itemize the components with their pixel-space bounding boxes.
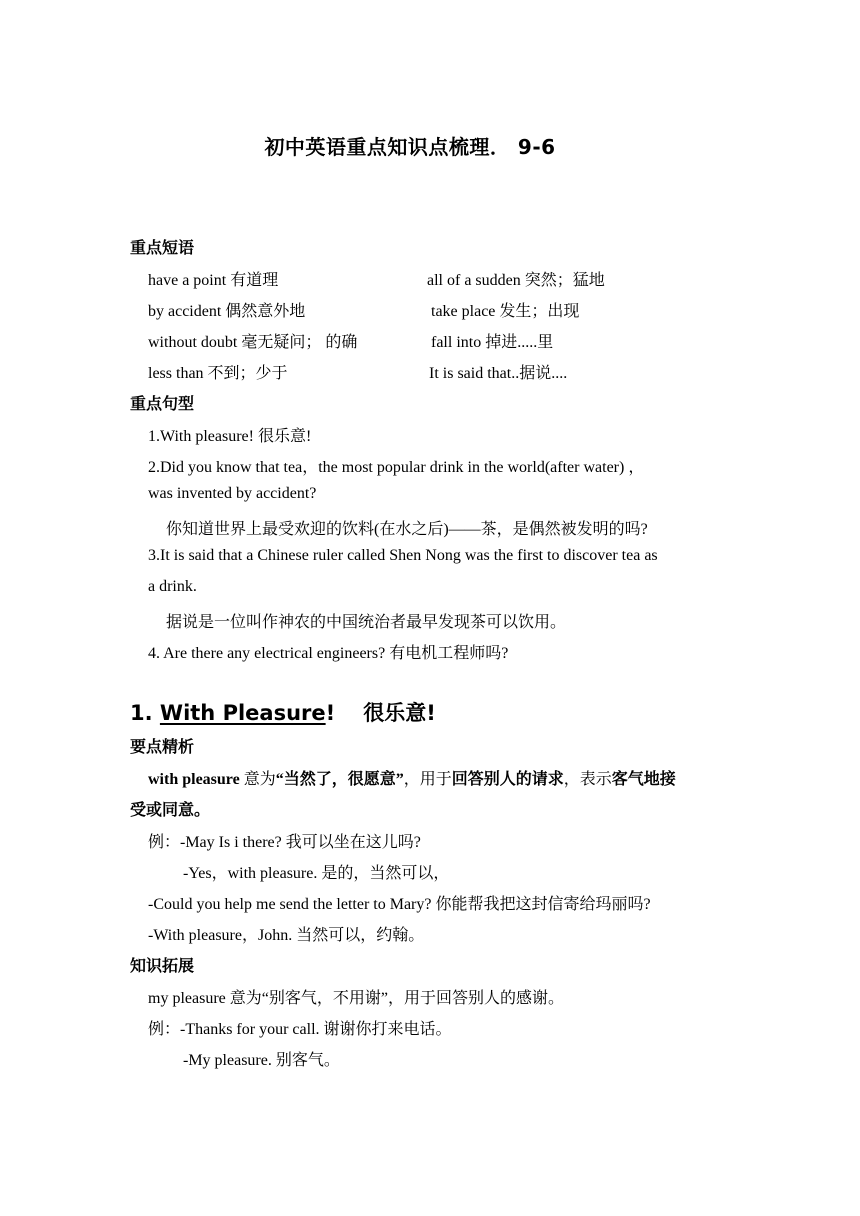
- analysis-paragraph-cont: [130, 797, 210, 820]
- sentence-3-translation: 据说是一位叫作神农的中国统治者最早发现茶可以饮用。: [166, 614, 567, 631]
- sentence-1: 1.With pleasure! 很乐意!: [148, 428, 312, 445]
- phrase-item: have a point 有道理: [148, 272, 279, 289]
- section-bang: !: [325, 701, 336, 725]
- text: 意为: [239, 771, 276, 788]
- sentence-2-cont: was invented by accident?: [148, 485, 317, 502]
- example-line: 例：-May Is i there? 我可以坐在这儿吗?: [148, 834, 421, 851]
- emphasis: 回答别人的请求: [451, 771, 564, 788]
- example-line: -My pleasure. 别客气。: [183, 1052, 340, 1069]
- extension-paragraph: my pleasure 意为“别客气，不用谢”，用于回答别人的感谢。: [148, 990, 564, 1007]
- section-number: 1.: [130, 701, 153, 725]
- example-line: 例：-Thanks for your call. 谢谢你打来电话。: [148, 1021, 452, 1038]
- emphasis: 受或同意。: [130, 802, 211, 819]
- text: ，用于: [403, 771, 452, 788]
- phrase-item: It is said that..据说....: [429, 365, 568, 382]
- phrase-item: take place 发生；出现: [431, 303, 580, 320]
- section-heading: [130, 697, 436, 727]
- keyword: with pleasure: [148, 771, 240, 788]
- phrase-item: all of a sudden 突然；猛地: [427, 272, 605, 289]
- section-title-en: With Pleasure: [159, 701, 326, 725]
- sentence-3-cont: a drink.: [148, 578, 197, 595]
- sentence-4: 4. Are there any electrical engineers? 有电机工程师吗?: [148, 645, 509, 662]
- phrase-item: fall into 掉进.....里: [431, 334, 554, 351]
- sentences-heading: 重点句型: [130, 394, 195, 413]
- section-title-cn: 很乐意!: [363, 701, 436, 725]
- phrase-item: without doubt 毫无疑问； 的确: [148, 334, 358, 351]
- phrase-item: less than 不到；少于: [148, 365, 288, 382]
- sentence-2: 2.Did you know that tea，the most popular drink in the world(after water) ，: [148, 459, 645, 476]
- page-title: 初中英语重点知识点梳理． 9-6: [264, 135, 556, 159]
- text: ，表示: [563, 771, 612, 788]
- sentence-3: 3.It is said that a Chinese ruler called Shen Nong was the first to discover tea as: [148, 547, 658, 564]
- analysis-paragraph: [148, 766, 676, 789]
- example-line: -Could you help me send the letter to Mary? 你能帮我把这封信寄给玛丽吗?: [148, 896, 651, 913]
- phrases-heading: 重点短语: [130, 238, 195, 257]
- emphasis: 客气地接: [611, 771, 676, 788]
- analysis-heading: 要点精析: [130, 737, 195, 756]
- example-line: -With pleasure，John. 当然可以，约翰。: [148, 927, 425, 944]
- sentence-2-translation: 你知道世界上最受欢迎的饮料(在水之后)——茶，是偶然被发明的吗?: [166, 521, 648, 538]
- example-line: -Yes，with pleasure. 是的，当然可以，: [183, 865, 450, 882]
- emphasis: “当然了，很愿意”: [275, 771, 404, 788]
- extension-heading: 知识拓展: [130, 956, 195, 975]
- phrase-item: by accident 偶然意外地: [148, 303, 306, 320]
